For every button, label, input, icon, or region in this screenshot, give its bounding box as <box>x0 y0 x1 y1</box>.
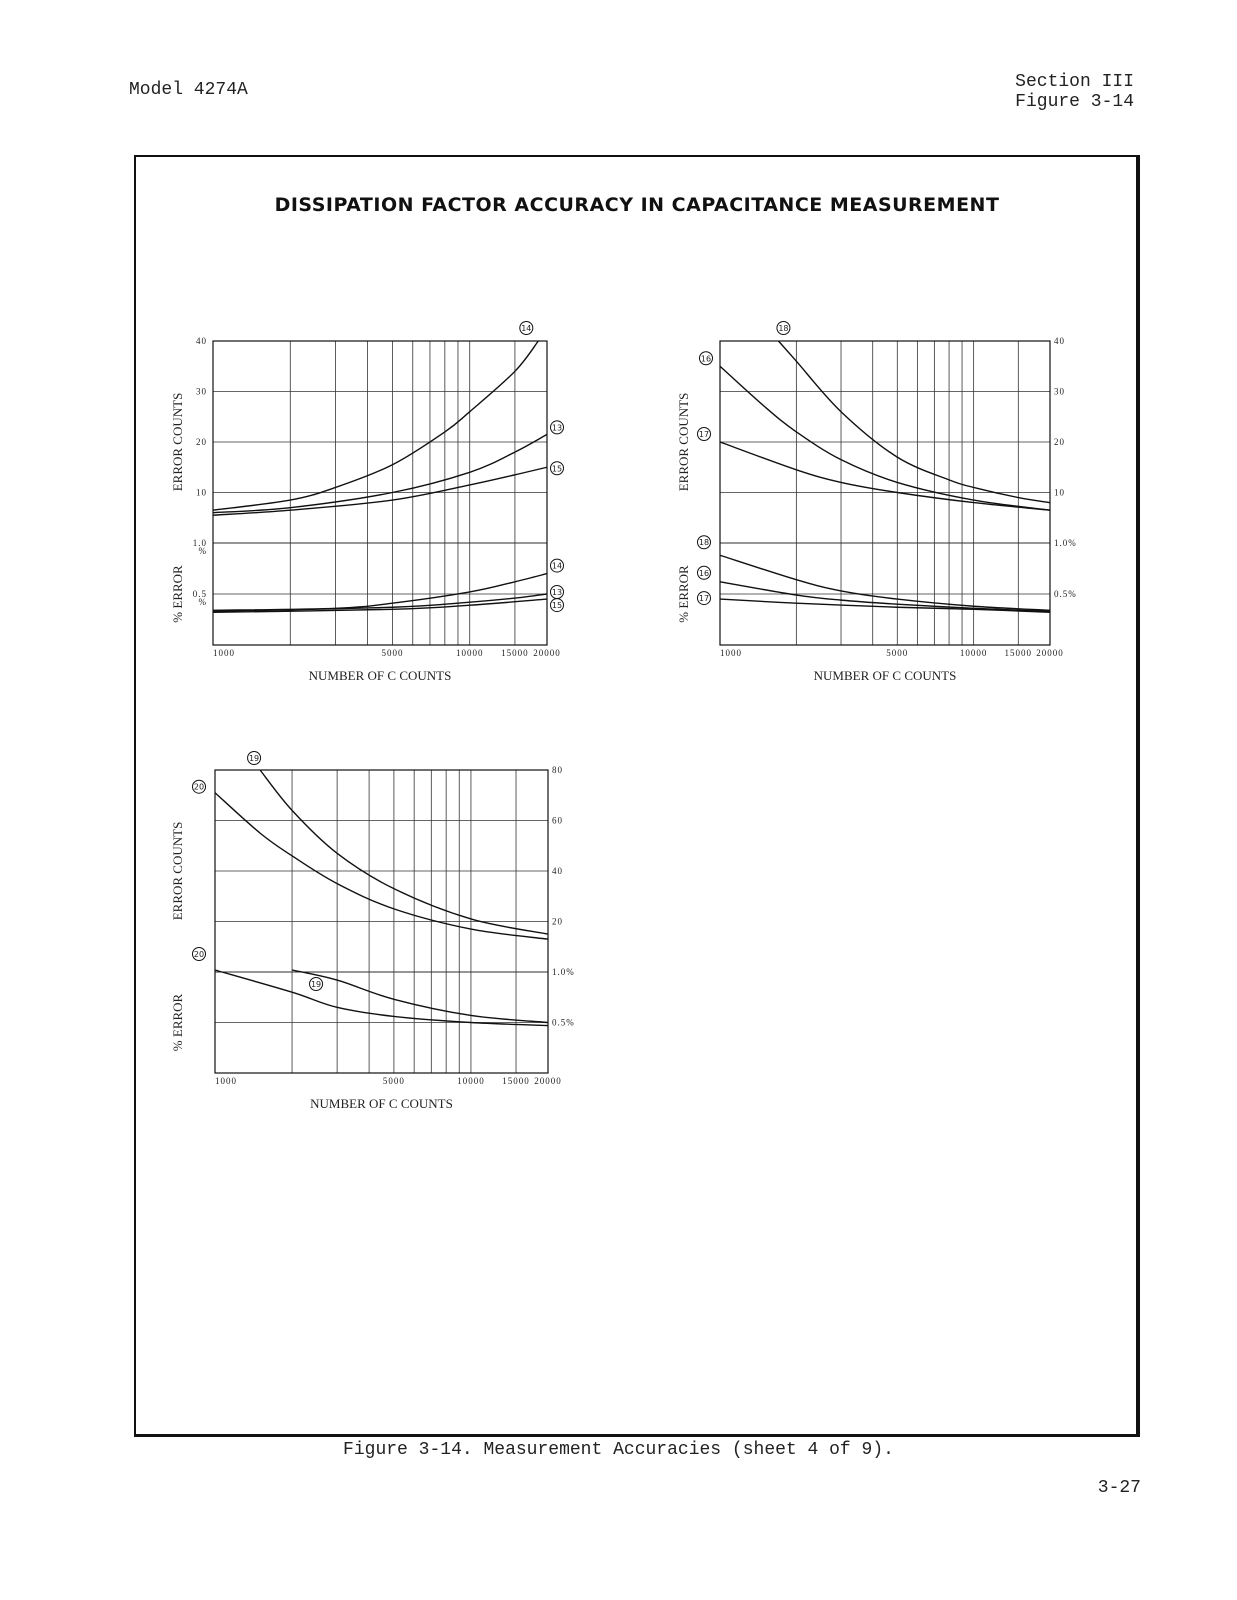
y-tick-label <box>552 816 563 826</box>
x-tick-label: 15000 <box>502 1076 530 1086</box>
y-axis-label: ERROR COUNTS <box>170 821 185 921</box>
x-tick-label: 5000 <box>382 1076 405 1086</box>
y-tick-label-line: 20 <box>552 916 563 927</box>
y-tick-label <box>552 1018 575 1028</box>
y-tick-label-line: 10 <box>1054 487 1065 498</box>
series-line-17 <box>720 599 1050 612</box>
series-marker-14 <box>551 559 564 572</box>
y-tick-label-line: 10 <box>196 487 207 498</box>
x-tick-label: 5000 <box>381 648 404 658</box>
series-marker-16 <box>700 352 713 365</box>
chart-top-right <box>670 315 1110 695</box>
series-marker-20 <box>193 780 206 793</box>
y-tick-label-line: % <box>198 597 207 607</box>
series-line-14 <box>213 574 547 611</box>
y-tick-label <box>1054 589 1077 599</box>
y-axis-label: ERROR COUNTS <box>170 392 185 492</box>
marker-label: 18 <box>698 538 710 548</box>
marker-label: 17 <box>698 594 710 604</box>
x-axis-label: NUMBER OF C COUNTS <box>308 668 452 683</box>
figure-title: DISSIPATION FACTOR ACCURACY IN CAPACITANCE MEASUREMENT <box>274 194 1000 216</box>
series-marker-15 <box>551 462 564 475</box>
y-tick-label <box>196 336 207 346</box>
series-marker-14 <box>520 322 533 335</box>
series-line-15 <box>213 467 547 515</box>
y-tick-label-line: 0.5 <box>192 589 207 599</box>
y-axis-label: % ERROR <box>170 565 185 623</box>
marker-label: 20 <box>193 950 205 959</box>
marker-label: 14 <box>551 561 563 571</box>
model-name: Model 4274A <box>129 80 248 100</box>
x-tick-label: 15000 <box>1004 648 1033 658</box>
x-tick-label: 1000 <box>720 648 742 658</box>
series-marker-13 <box>551 421 564 434</box>
marker-label: 19 <box>310 980 322 989</box>
series-marker-16 <box>698 566 711 579</box>
series-line-17 <box>720 442 1050 510</box>
y-tick-label-line: 80 <box>552 765 563 775</box>
section-label <box>1015 72 1134 112</box>
series-line-18 <box>778 341 1050 503</box>
y-tick-label <box>193 538 207 556</box>
marker-label: 19 <box>248 754 260 763</box>
marker-label: 13 <box>551 423 563 433</box>
figure-reference: Figure 3-14 <box>1015 92 1134 112</box>
y-tick-label-line: 1.0 <box>192 538 207 548</box>
series-line-19 <box>260 770 548 934</box>
series-marker-17 <box>698 428 711 441</box>
y-tick-label <box>196 387 207 397</box>
series-line-13 <box>213 434 547 512</box>
series-marker-17 <box>698 592 711 605</box>
series-line-19 <box>292 970 548 1023</box>
y-tick-label-line: 0.5% <box>1054 589 1077 599</box>
series-marker-15 <box>551 599 564 612</box>
y-tick-label <box>196 437 207 447</box>
y-tick-label-line: 40 <box>196 336 207 346</box>
y-tick-label <box>552 967 575 977</box>
x-tick-label: 15000 <box>501 648 529 658</box>
marker-label: 17 <box>698 430 710 439</box>
y-tick-label-line: 30 <box>1054 386 1065 397</box>
y-tick-label <box>1054 336 1065 346</box>
y-axis-label: ERROR COUNTS <box>676 392 691 492</box>
y-tick-label-line: 40 <box>552 866 563 876</box>
y-tick-label <box>193 589 207 607</box>
y-tick-label <box>1054 387 1065 397</box>
y-tick-label-line: 20 <box>196 437 207 447</box>
y-tick-label-line: 20 <box>1054 437 1065 447</box>
y-tick-label-line: 60 <box>552 815 563 826</box>
y-tick-label <box>552 765 563 775</box>
section-number: Section III <box>1015 72 1134 92</box>
y-tick-label-line: 0.5% <box>552 1017 575 1028</box>
marker-label: 16 <box>700 354 712 364</box>
x-axis-label: NUMBER OF C COUNTS <box>813 668 957 683</box>
x-tick-label: 1000 <box>213 648 235 658</box>
y-tick-label-line: 1.0% <box>1054 538 1077 548</box>
x-tick-label: 5000 <box>886 648 909 658</box>
series-marker-18 <box>698 536 711 549</box>
page-number: 3-27 <box>1097 1478 1141 1498</box>
y-axis-label: % ERROR <box>170 993 185 1052</box>
series-marker-18 <box>777 322 790 335</box>
series-marker-19 <box>310 978 323 991</box>
y-tick-label-line: 30 <box>196 386 207 397</box>
marker-label: 14 <box>521 324 532 333</box>
y-tick-label <box>1054 437 1065 447</box>
y-tick-label <box>196 488 207 498</box>
marker-label: 16 <box>698 568 710 578</box>
series-marker-13 <box>551 586 564 599</box>
marker-label: 15 <box>551 464 563 474</box>
x-tick-label: 20000 <box>533 648 561 658</box>
y-tick-label <box>552 917 563 927</box>
x-tick-label: 10000 <box>457 1076 485 1086</box>
chart-bottom-left <box>160 745 600 1125</box>
y-tick-label <box>552 866 563 876</box>
y-tick-label-line: 40 <box>1054 336 1065 346</box>
series-marker-19 <box>248 752 261 765</box>
plot-frame <box>720 341 1050 645</box>
series-line-14 <box>213 341 538 510</box>
y-tick-label-line: 1.0% <box>552 967 575 977</box>
series-marker-20 <box>193 948 206 961</box>
x-tick-label: 10000 <box>959 648 988 658</box>
y-tick-label <box>1054 538 1077 548</box>
x-tick-label: 10000 <box>455 648 484 658</box>
figure-caption: Figure 3-14. Measurement Accuracies (sheet 4 of 9). <box>343 1440 894 1460</box>
marker-label: 13 <box>551 588 563 597</box>
y-tick-label <box>1054 488 1065 498</box>
marker-label: 15 <box>551 601 563 611</box>
marker-label: 20 <box>193 782 205 792</box>
x-axis-label: NUMBER OF C COUNTS <box>310 1096 453 1111</box>
chart-top-left <box>160 315 600 695</box>
series-line-20 <box>215 793 548 939</box>
marker-label: 18 <box>778 324 789 333</box>
x-tick-label: 1000 <box>215 1076 237 1086</box>
y-tick-label-line: % <box>198 546 207 556</box>
y-axis-label: % ERROR <box>676 565 691 623</box>
series-line-16 <box>720 366 1050 510</box>
series-line-20 <box>215 970 548 1026</box>
x-tick-label: 20000 <box>534 1076 562 1086</box>
x-tick-label: 20000 <box>1036 648 1064 658</box>
